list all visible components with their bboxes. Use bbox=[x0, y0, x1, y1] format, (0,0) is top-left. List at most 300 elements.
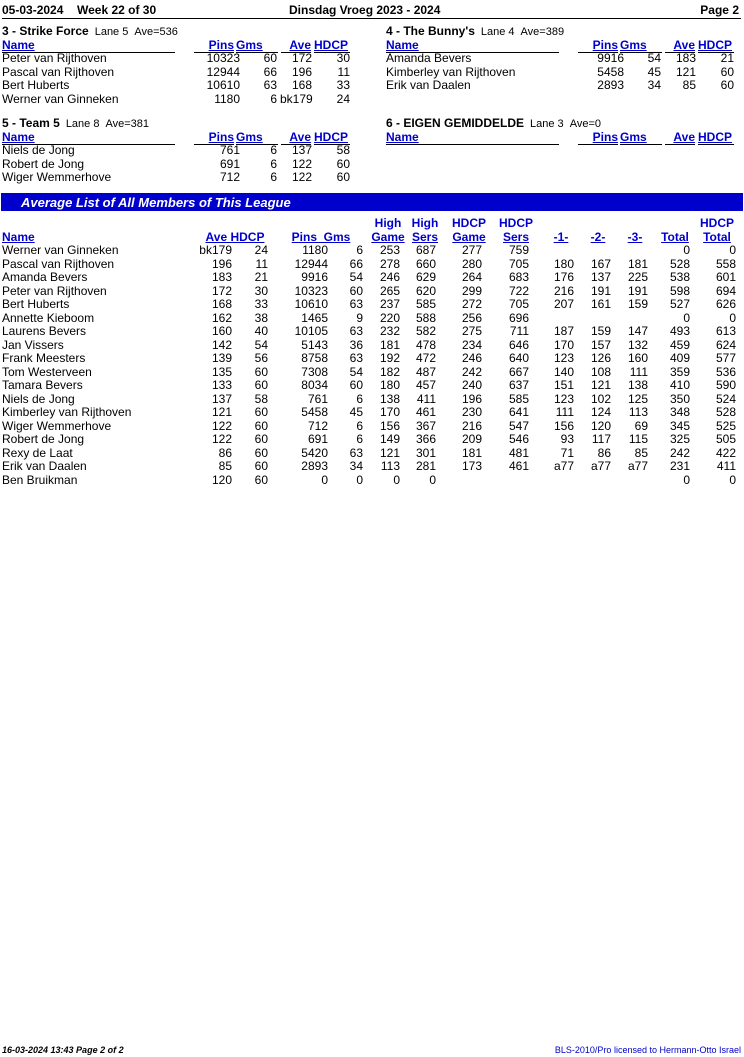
player-average: 168 bbox=[211, 297, 232, 311]
member-handicap: 33 bbox=[336, 78, 350, 92]
player-total: 0 bbox=[683, 310, 690, 325]
player-hdcp-game: 216 bbox=[461, 418, 482, 433]
player-game-1: 123 bbox=[553, 391, 574, 406]
member-average: 122 bbox=[291, 170, 312, 184]
player-hdcp-total: 0 bbox=[729, 472, 736, 487]
player-handicap: 58 bbox=[254, 391, 268, 406]
team-average: Ave=389 bbox=[520, 26, 565, 38]
player-game-2: a77 bbox=[590, 459, 611, 473]
player-total: 359 bbox=[669, 364, 690, 379]
player-handicap: 56 bbox=[254, 351, 268, 365]
player-game-1: 180 bbox=[553, 256, 574, 271]
player-games: 6 bbox=[356, 432, 363, 446]
player-hdcp-game: 272 bbox=[461, 297, 482, 311]
player-game-2: 120 bbox=[590, 418, 611, 433]
member-name: Robert de Jong bbox=[2, 156, 85, 171]
average-list-row bbox=[2, 257, 742, 271]
player-hdcp-game: 196 bbox=[461, 391, 482, 406]
player-hdcp-game: 240 bbox=[461, 378, 482, 392]
player-high-game: 181 bbox=[379, 337, 400, 352]
player-total: 0 bbox=[683, 243, 690, 257]
player-games: 63 bbox=[349, 445, 363, 460]
average-list-banner bbox=[1, 193, 743, 211]
member-handicap: 60 bbox=[720, 64, 734, 79]
player-high-game: 0 bbox=[393, 472, 400, 487]
player-handicap: 40 bbox=[254, 324, 268, 338]
player-game-3: 138 bbox=[627, 378, 648, 392]
member-average: 121 bbox=[675, 64, 696, 79]
player-average: 162 bbox=[211, 310, 232, 325]
player-pins: 10610 bbox=[294, 297, 328, 311]
player-hdcp-total: 0 bbox=[729, 310, 736, 325]
player-handicap: 60 bbox=[254, 378, 268, 392]
player-total: 527 bbox=[669, 297, 690, 311]
player-hdcp-total: 590 bbox=[715, 378, 736, 392]
report-date: 05-03-2024 bbox=[2, 3, 64, 17]
member-pins: 712 bbox=[219, 170, 240, 184]
player-handicap: 33 bbox=[254, 297, 268, 311]
team-col-ave: Ave bbox=[665, 130, 695, 145]
member-average: bk179 bbox=[280, 91, 313, 106]
member-games: 63 bbox=[263, 78, 277, 92]
player-high-series: 411 bbox=[416, 391, 436, 406]
player-hdcp-total: 694 bbox=[715, 283, 736, 298]
player-game-3: 85 bbox=[634, 445, 648, 460]
player-games: 63 bbox=[349, 324, 363, 338]
player-hdcp-series: 461 bbox=[508, 459, 529, 473]
player-hdcp-game: 264 bbox=[461, 270, 482, 284]
member-pins: 1180 bbox=[214, 91, 240, 106]
player-game-1: 216 bbox=[553, 283, 574, 298]
player-average: 135 bbox=[211, 364, 232, 379]
player-high-game: 182 bbox=[379, 364, 400, 379]
player-average: 137 bbox=[211, 391, 232, 406]
player-high-series: 461 bbox=[415, 405, 436, 419]
team-col-pins: Pins bbox=[578, 130, 618, 145]
player-pins: 1180 bbox=[302, 243, 328, 257]
player-total: 345 bbox=[669, 418, 690, 433]
team-member-row bbox=[2, 92, 362, 106]
team-col-gms: Gms bbox=[236, 38, 278, 53]
player-name: Tamara Bevers bbox=[2, 378, 83, 392]
team-col-pins: Pins bbox=[578, 38, 618, 53]
player-hdcp-total: 422 bbox=[715, 445, 736, 460]
average-list-header bbox=[2, 216, 742, 244]
player-high-series: 629 bbox=[415, 270, 436, 284]
team-col-hdcp: HDCP bbox=[698, 38, 733, 52]
player-game-1: 156 bbox=[553, 418, 574, 433]
player-total: 325 bbox=[669, 432, 690, 446]
member-games: 6 bbox=[270, 143, 277, 157]
player-high-series: 660 bbox=[415, 256, 436, 271]
player-pins: 10105 bbox=[294, 324, 328, 338]
member-handicap: 60 bbox=[336, 170, 350, 184]
player-total: 0 bbox=[683, 472, 690, 487]
team-member-row bbox=[2, 157, 362, 171]
player-games: 6 bbox=[356, 243, 363, 257]
player-name: Kimberley van Rijthoven bbox=[2, 405, 132, 419]
player-hdcp-game: 209 bbox=[461, 432, 482, 446]
player-high-series: 472 bbox=[415, 351, 436, 365]
player-game-3: 160 bbox=[627, 351, 648, 365]
team-member-row bbox=[2, 51, 362, 65]
team-col-pins: Pins bbox=[194, 130, 234, 145]
member-name: Niels de Jong bbox=[2, 143, 75, 157]
col-high-sers-1: High bbox=[411, 216, 439, 230]
player-game-1: 111 bbox=[555, 405, 574, 419]
player-total: 598 bbox=[669, 283, 690, 298]
player-name: Amanda Bevers bbox=[2, 270, 88, 284]
team-member-row bbox=[2, 65, 362, 79]
team-col-hdcp: HDCP bbox=[698, 130, 733, 144]
average-list-row bbox=[2, 419, 742, 433]
team-average: Ave=0 bbox=[569, 118, 601, 130]
player-total: 409 bbox=[669, 351, 690, 365]
player-hdcp-series: 640 bbox=[508, 351, 529, 365]
player-game-3: a77 bbox=[627, 459, 648, 473]
team-column-header bbox=[2, 38, 362, 51]
average-list-row bbox=[2, 243, 742, 257]
player-games: 60 bbox=[349, 378, 363, 392]
player-games: 54 bbox=[349, 270, 363, 284]
player-hdcp-series: 547 bbox=[508, 418, 529, 433]
player-total: 350 bbox=[669, 391, 690, 406]
player-handicap: 60 bbox=[254, 459, 268, 473]
player-games: 34 bbox=[349, 459, 363, 473]
member-games: 66 bbox=[263, 64, 277, 79]
player-hdcp-game: 277 bbox=[461, 243, 482, 257]
average-list-title: Average List of All Members of This League bbox=[21, 195, 291, 210]
member-average: 183 bbox=[675, 51, 696, 65]
team-member-row bbox=[386, 65, 742, 79]
player-game-2: 137 bbox=[590, 270, 611, 284]
average-list-row bbox=[2, 459, 742, 473]
player-games: 36 bbox=[349, 337, 363, 352]
member-name: Peter van Rijthoven bbox=[2, 51, 107, 65]
team-col-name: Name bbox=[2, 130, 175, 145]
week-label: Week 22 of 30 bbox=[77, 3, 157, 17]
col-high-game-1: High bbox=[374, 216, 402, 230]
team-column-header bbox=[2, 130, 362, 143]
team-col-pins: Pins bbox=[194, 38, 234, 53]
player-games: 9 bbox=[356, 310, 363, 325]
player-pins: 712 bbox=[307, 418, 328, 433]
player-average: bk179 bbox=[199, 243, 232, 257]
team-lane: Lane 8 bbox=[65, 118, 100, 130]
player-hdcp-series: 696 bbox=[508, 310, 529, 325]
member-average: 122 bbox=[291, 156, 312, 171]
player-high-game: 149 bbox=[379, 432, 400, 446]
player-hdcp-game: 234 bbox=[461, 337, 482, 352]
player-handicap: 60 bbox=[254, 472, 268, 487]
footer-license: BLS-2010/Pro licensed to Hermann-Otto Israel bbox=[554, 1045, 741, 1055]
player-game-1: 176 bbox=[553, 270, 574, 284]
page-number: Page 2 bbox=[700, 3, 739, 17]
player-hdcp-total: 524 bbox=[715, 391, 736, 406]
player-game-1: a77 bbox=[553, 459, 574, 473]
player-handicap: 21 bbox=[254, 270, 268, 284]
average-list-row bbox=[2, 270, 742, 284]
player-high-series: 281 bbox=[415, 459, 436, 473]
player-game-2: 108 bbox=[590, 364, 611, 379]
member-handicap: 60 bbox=[720, 78, 734, 92]
player-hdcp-total: 558 bbox=[715, 256, 736, 271]
player-hdcp-game: 246 bbox=[461, 351, 482, 365]
team-col-hdcp: HDCP bbox=[314, 38, 349, 52]
player-total: 410 bbox=[669, 378, 690, 392]
col-game-1: -1- bbox=[553, 230, 569, 244]
league-title: Dinsdag Vroeg 2023 - 2024 bbox=[289, 3, 441, 17]
player-games: 60 bbox=[349, 283, 363, 298]
average-list-row bbox=[2, 405, 742, 419]
player-game-2: 191 bbox=[590, 283, 611, 298]
team-lane: Lane 5 bbox=[94, 26, 129, 38]
member-name: Bert Huberts bbox=[2, 78, 70, 92]
player-high-game: 246 bbox=[379, 270, 400, 284]
team-member-row bbox=[386, 78, 742, 92]
team-title-line bbox=[2, 116, 362, 130]
member-average: 168 bbox=[291, 78, 312, 92]
player-game-1: 123 bbox=[553, 351, 574, 365]
player-hdcp-series: 546 bbox=[508, 432, 529, 446]
col-name: Name bbox=[2, 230, 35, 244]
player-high-game: 156 bbox=[379, 418, 400, 433]
player-pins: 2893 bbox=[301, 459, 328, 473]
player-games: 6 bbox=[356, 391, 363, 406]
col-high-sers-2: Sers bbox=[411, 230, 439, 244]
member-handicap: 30 bbox=[336, 51, 350, 65]
average-list bbox=[2, 243, 742, 486]
player-high-game: 192 bbox=[379, 351, 400, 365]
member-pins: 12944 bbox=[206, 64, 240, 79]
player-game-1: 187 bbox=[553, 324, 574, 338]
player-name: Rexy de Laat bbox=[2, 445, 73, 460]
team-name: 3 - Strike Force bbox=[2, 24, 89, 38]
player-hdcp-total: 536 bbox=[715, 364, 736, 379]
player-hdcp-total: 528 bbox=[715, 405, 736, 419]
team-member-row bbox=[2, 78, 362, 92]
player-hdcp-series: 641 bbox=[508, 405, 529, 419]
member-games: 54 bbox=[647, 51, 661, 65]
player-name: Tom Westerveen bbox=[2, 364, 92, 379]
player-pins: 1465 bbox=[301, 310, 328, 325]
col-hdcp-sers-2: Sers bbox=[502, 230, 530, 244]
player-high-series: 582 bbox=[415, 324, 436, 338]
col-game-3: -3- bbox=[627, 230, 643, 244]
player-pins: 7308 bbox=[301, 364, 328, 379]
player-pins: 691 bbox=[307, 432, 328, 446]
player-average: 172 bbox=[211, 283, 232, 298]
player-total: 538 bbox=[669, 270, 690, 284]
player-game-1: 207 bbox=[553, 297, 574, 311]
player-games: 63 bbox=[349, 297, 363, 311]
player-total: 528 bbox=[669, 256, 690, 271]
member-handicap: 21 bbox=[720, 51, 734, 65]
player-average: 120 bbox=[211, 472, 232, 487]
team-title-line bbox=[386, 116, 742, 130]
player-hdcp-series: 711 bbox=[509, 324, 529, 338]
player-hdcp-series: 585 bbox=[508, 391, 529, 406]
player-total: 242 bbox=[669, 445, 690, 460]
team-block bbox=[386, 24, 742, 92]
player-name: Wiger Wemmerhove bbox=[2, 418, 112, 433]
member-handicap: 58 bbox=[336, 143, 350, 157]
player-high-series: 366 bbox=[415, 432, 436, 446]
player-hdcp-series: 683 bbox=[508, 270, 529, 284]
player-high-game: 232 bbox=[379, 324, 400, 338]
member-name: Kimberley van Rijthoven bbox=[386, 64, 516, 79]
player-high-game: 138 bbox=[379, 391, 400, 406]
average-list-row bbox=[2, 365, 742, 379]
player-games: 63 bbox=[349, 351, 363, 365]
member-games: 34 bbox=[647, 78, 661, 92]
player-average: 142 bbox=[211, 337, 232, 352]
player-name: Laurens Bevers bbox=[2, 324, 87, 338]
player-handicap: 54 bbox=[254, 337, 268, 352]
player-handicap: 60 bbox=[254, 445, 268, 460]
player-hdcp-game: 242 bbox=[461, 364, 482, 379]
average-list-row bbox=[2, 378, 742, 392]
player-total: 493 bbox=[669, 324, 690, 338]
player-name: Peter van Rijthoven bbox=[2, 283, 107, 298]
player-hdcp-game: 256 bbox=[461, 310, 482, 325]
team-col-name: Name bbox=[386, 38, 559, 53]
player-name: Jan Vissers bbox=[2, 337, 64, 352]
player-high-game: 170 bbox=[379, 405, 400, 419]
col-pins-gms: Pins Gms bbox=[291, 230, 351, 244]
player-handicap: 60 bbox=[254, 418, 268, 433]
player-hdcp-total: 0 bbox=[729, 243, 736, 257]
player-hdcp-series: 705 bbox=[508, 256, 529, 271]
player-game-1: 71 bbox=[560, 445, 574, 460]
player-pins: 0 bbox=[321, 472, 328, 487]
member-average: 85 bbox=[682, 78, 696, 92]
player-hdcp-series: 759 bbox=[508, 243, 529, 257]
player-high-game: 121 bbox=[379, 445, 400, 460]
player-game-2: 126 bbox=[590, 351, 611, 365]
player-games: 45 bbox=[349, 405, 363, 419]
player-pins: 5458 bbox=[301, 405, 328, 419]
player-game-2: 86 bbox=[597, 445, 611, 460]
col-game-2: -2- bbox=[590, 230, 606, 244]
player-game-2: 161 bbox=[590, 297, 611, 311]
player-hdcp-game: 181 bbox=[461, 445, 482, 460]
player-hdcp-game: 275 bbox=[461, 324, 482, 338]
player-hdcp-total: 525 bbox=[715, 418, 736, 433]
player-name: Frank Meesters bbox=[2, 351, 86, 365]
player-game-3: 191 bbox=[627, 283, 648, 298]
player-pins: 8034 bbox=[301, 378, 328, 392]
team-col-ave: Ave bbox=[665, 38, 695, 53]
player-average: 133 bbox=[211, 378, 232, 392]
team-col-ave: Ave bbox=[281, 38, 311, 53]
col-hdcp-total-2: Total bbox=[703, 230, 731, 244]
member-pins: 2893 bbox=[597, 78, 624, 92]
player-games: 66 bbox=[349, 256, 363, 271]
player-average: 139 bbox=[211, 351, 232, 365]
player-pins: 5420 bbox=[301, 445, 328, 460]
player-average: 196 bbox=[211, 256, 232, 271]
player-games: 0 bbox=[356, 472, 363, 487]
team-block bbox=[2, 116, 362, 184]
player-games: 54 bbox=[349, 364, 363, 379]
average-list-row bbox=[2, 432, 742, 446]
player-game-3: 125 bbox=[627, 391, 648, 406]
col-hdcp-game-2: Game bbox=[452, 230, 486, 244]
team-name: 6 - EIGEN GEMIDDELDE bbox=[386, 116, 525, 130]
team-col-gms: Gms bbox=[620, 38, 662, 53]
player-high-game: 180 bbox=[379, 378, 400, 392]
player-average: 85 bbox=[218, 459, 232, 473]
player-handicap: 38 bbox=[254, 310, 268, 325]
player-game-3: 115 bbox=[628, 432, 648, 446]
player-game-3: 132 bbox=[627, 337, 648, 352]
player-handicap: 24 bbox=[254, 243, 268, 257]
team-name: 5 - Team 5 bbox=[2, 116, 60, 130]
member-average: 196 bbox=[291, 64, 312, 79]
player-hdcp-series: 637 bbox=[508, 378, 529, 392]
member-pins: 10610 bbox=[206, 78, 240, 92]
player-hdcp-series: 705 bbox=[508, 297, 529, 311]
player-game-3: 147 bbox=[627, 324, 648, 338]
player-average: 160 bbox=[211, 324, 232, 338]
member-name: Wiger Wemmerhove bbox=[2, 170, 112, 184]
team-name: 4 - The Bunny's bbox=[386, 24, 475, 38]
team-column-header bbox=[386, 130, 742, 143]
player-game-2: 102 bbox=[590, 391, 611, 406]
member-games: 60 bbox=[263, 51, 277, 65]
player-high-series: 585 bbox=[415, 297, 436, 311]
player-high-series: 620 bbox=[415, 283, 436, 298]
player-high-game: 253 bbox=[379, 243, 400, 257]
player-average: 86 bbox=[218, 445, 232, 460]
member-handicap: 24 bbox=[336, 91, 350, 106]
player-total: 231 bbox=[669, 459, 690, 473]
player-game-3: 113 bbox=[628, 405, 648, 419]
player-hdcp-game: 230 bbox=[461, 405, 482, 419]
member-name: Werner van Ginneken bbox=[2, 91, 119, 106]
average-list-row bbox=[2, 338, 742, 352]
team-col-name: Name bbox=[386, 130, 559, 145]
player-games: 6 bbox=[356, 418, 363, 433]
average-list-row bbox=[2, 284, 742, 298]
col-ave-hdcp: Ave HDCP bbox=[205, 230, 265, 244]
average-list-row bbox=[2, 473, 742, 487]
player-hdcp-total: 577 bbox=[715, 351, 736, 365]
player-handicap: 30 bbox=[254, 283, 268, 298]
player-high-series: 301 bbox=[415, 445, 436, 460]
player-game-3: 225 bbox=[627, 270, 648, 284]
col-hdcp-game-1: HDCP bbox=[451, 216, 486, 230]
member-pins: 5458 bbox=[597, 64, 624, 79]
player-game-2: 117 bbox=[591, 432, 611, 446]
average-list-row bbox=[2, 311, 742, 325]
player-high-series: 367 bbox=[415, 418, 436, 433]
member-games: 6 bbox=[270, 156, 277, 171]
member-games: 45 bbox=[647, 64, 661, 79]
page-header bbox=[2, 2, 741, 19]
average-list-row bbox=[2, 324, 742, 338]
player-pins: 9916 bbox=[301, 270, 328, 284]
player-hdcp-series: 722 bbox=[508, 283, 529, 298]
team-title-line bbox=[386, 24, 742, 38]
col-total: Total bbox=[661, 230, 689, 244]
player-hdcp-total: 601 bbox=[715, 270, 736, 284]
player-pins: 761 bbox=[307, 391, 328, 406]
player-hdcp-total: 624 bbox=[715, 337, 736, 352]
player-pins: 12944 bbox=[294, 256, 328, 271]
team-col-name: Name bbox=[2, 38, 175, 53]
